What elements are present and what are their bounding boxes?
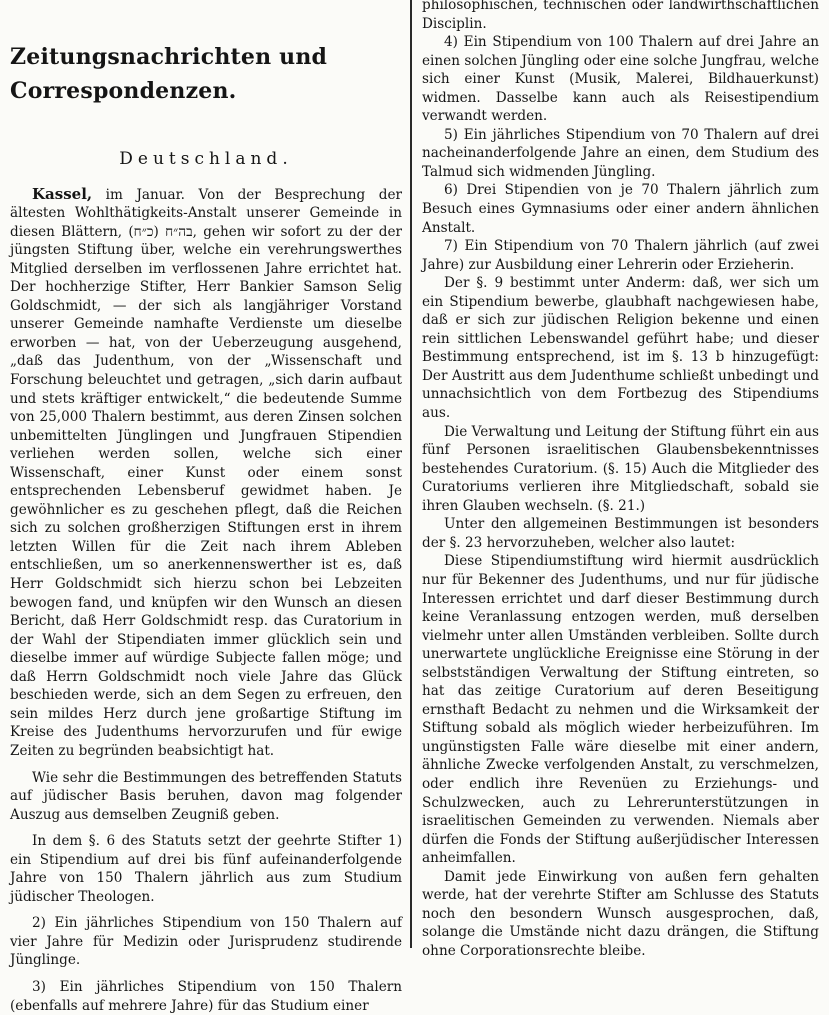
paragraph: 4) Ein Stipendium von 100 Thalern auf drei Jahre an einen solchen Jüngling oder eine solche Jungfrau, welche sich einer Kunst (Musik, Malerei, Bildhauerkunst) widmen. Dasselbe kann auch als Reisestipendium verwandt werden. xyxy=(422,34,819,125)
paragraph: Der §. 9 bestimmt unter Anderm: daß, wer sich um ein Stipendium bewerbe, glaubhaft nachgewiesen habe, daß er sich zur jüdischen Religion bekenne und einen rein sittlichen Lebenswandel geführt habe; und dieser Bestimmung entsprechend, ist im §. 13 b hinzugefügt: Der Austritt aus dem Judenthume schließt unbedingt und unnachsichtlich von dem Fortbezug des Stipendiums aus. xyxy=(422,275,819,422)
paragraph: Die Verwaltung und Leitung der Stiftung führt ein aus fünf Personen israelitischen Glaubensbekenntnisses bestehendes Curatorium. (§. 15) Auch die Mitglieder des Curatoriums verlieren ihre Mitgliedschaft, sobald sie ihren Glauben wechseln. (§. 21.) xyxy=(422,423,819,514)
paragraph: Wie sehr die Bestimmungen des betreffenden Statuts auf jüdischer Basis beruhen, davon mag folgender Auszug aus demselben Zeugniß geben. xyxy=(10,769,402,823)
column-divider xyxy=(410,0,412,948)
section-title: Deutschland. xyxy=(119,149,293,169)
paragraph: Diese Stipendiumstiftung wird hiermit ausdrücklich nur für Bekenner des Judenthums, und nur für jüdische Interessen errichtet und darf dieser Bestimmung durch keine Veranlassung entzogen werden, muß derselben vielmehr unter allen Umständen verbleiben. Sollte durch unerwartete unglückliche Ereignisse eine Störung in der selbstständigen Verwaltung der Stiftung eintreten, so hat das zeitige Curatorium auf deren Beseitigung ernsthaft Bedacht zu nehmen und die Wirksamkeit der Stiftung sobald als möglich wieder herbeizuführen. Im ungünstigsten Falle wäre dieselbe mit einer andern, ähnliche Zwecke verfolgenden Anstalt, zu verschmelzen, oder endlich ihre Revenüen zu Erziehungs- und Schulzwecken, auch zu Lehrerunterstützungen in israelitischen Gemeinden zu verwenden. Niemals aber dürfen die Fonds der Stiftung außerjüdischer Interessen anheimfallen. xyxy=(422,553,819,867)
headline: Zeitungsnachrichten und Correspondenzen. xyxy=(10,44,328,104)
paragraph: philosophischen, technischen oder landwirthschaftlichen Disciplin. xyxy=(422,0,819,32)
place-name: Kassel, xyxy=(32,184,93,203)
paragraph: Damit jede Einwirkung von außen fern gehalten werde, hat der verehrte Stifter am Schlusse des Statuts noch den besondern Wunsch ausgesprochen, daß, solange die Umstände nicht dazu drängen, die Stiftung ohne Corporationsrechte bleibe. xyxy=(422,868,819,959)
paragraph: 7) Ein Stipendium von 70 Thalern jährlich (auf zwei Jahre) zur Ausbildung einer Lehrerin oder Erzieherin. xyxy=(422,238,819,273)
paragraph: Unter den allgemeinen Bestimmungen ist besonders der §. 23 hervorzuheben, welcher also lautet: xyxy=(422,516,819,551)
paragraph: 2) Ein jährliches Stipendium von 150 Thalern auf vier Jahre für Medizin oder Jurisprudenz studirende Jünglinge. xyxy=(10,915,402,969)
right-column xyxy=(422,0,819,959)
paragraph: In dem §. 6 des Statuts setzt der geehrte Stifter 1) ein Stipendium auf drei bis fünf aufeinanderfolgende Jahre von 150 Thalern jährlich aus zum Studium jüdischer Theologen. xyxy=(10,833,402,905)
paragraph xyxy=(10,185,402,761)
paragraph: 6) Drei Stipendien von je 70 Thalern jährlich zum Besuch eines Gymnasiums oder einer andern ähnlichen Anstalt. xyxy=(422,182,819,236)
paragraph: 5) Ein jährliches Stipendium von 70 Thalern auf drei nacheinanderfolgende Jahre an einen, dem Studium des Talmud sich widmenden Jüngling. xyxy=(422,126,819,180)
paragraph-text: im Januar. Von der Besprechung der ältesten Wohlthätigkeits-Anstalt unserer Gemeinde in diesen Blättern, בה״ח (כ״ח), gehen wir sofort zu der der jüngsten Stiftung über, welche ein verehrungswerthes Mitglied derselben im verflossenen Jahre errichtet hat. Der hochherzige Stifter, Herr Bankier Samson Selig Goldschmidt, — der sich als langjähriger Vorstand unserer Gemeinde namhafte Verdienste um dieselbe erworben — hat, von der Ueberzeugung ausgehend, „daß das Judenthum, von der „Wissenschaft und Forschung beleuchtet und getragen, „sich darin aufbaut und stets kräftiger entwickelt,“ die bedeutende Summe von 25,000 Thalern bestimmt, aus deren Zinsen solchen unbemittelten Jünglingen und Jungfrauen Stipendien verliehen werden sollen, welche sich einer Wissenschaft, einer Kunst oder einem sonst entsprechenden Lebensberuf gewidmet haben. Je gewöhnlicher es zu geschehen pflegt, daß die Reichen sich zu solchen großherzigen Stiftungen erst in ihrem letzten Willen für die Zeit nach ihrem Ableben entschließen, um so anerkennenswerther ist es, daß Herr Goldschmidt sich hierzu schon bei Lebzeiten bewogen fand, und knüpfen wir den Wunsch an diesen Bericht, daß Herr Goldschmidt resp. das Curatorium in der Wahl der Stipendiaten immer glücklich sein und dieselbe immer auf würdige Subjecte fallen möge; und daß Herrn Goldschmidt noch viele Jahre das Glück beschieden werde, sich an dem Segen zu erfreuen, den sein mildes Herz durch jene großartige Stiftung im Kreise des Judenthums hervorzurufen und für ewige Zeiten zu begründen beabsichtigt hat. xyxy=(10,186,402,759)
paragraph: 3) Ein jährliches Stipendium von 150 Thalern (ebenfalls auf mehrere Jahre) für das Studium einer xyxy=(10,978,402,1014)
left-column xyxy=(10,0,402,1014)
